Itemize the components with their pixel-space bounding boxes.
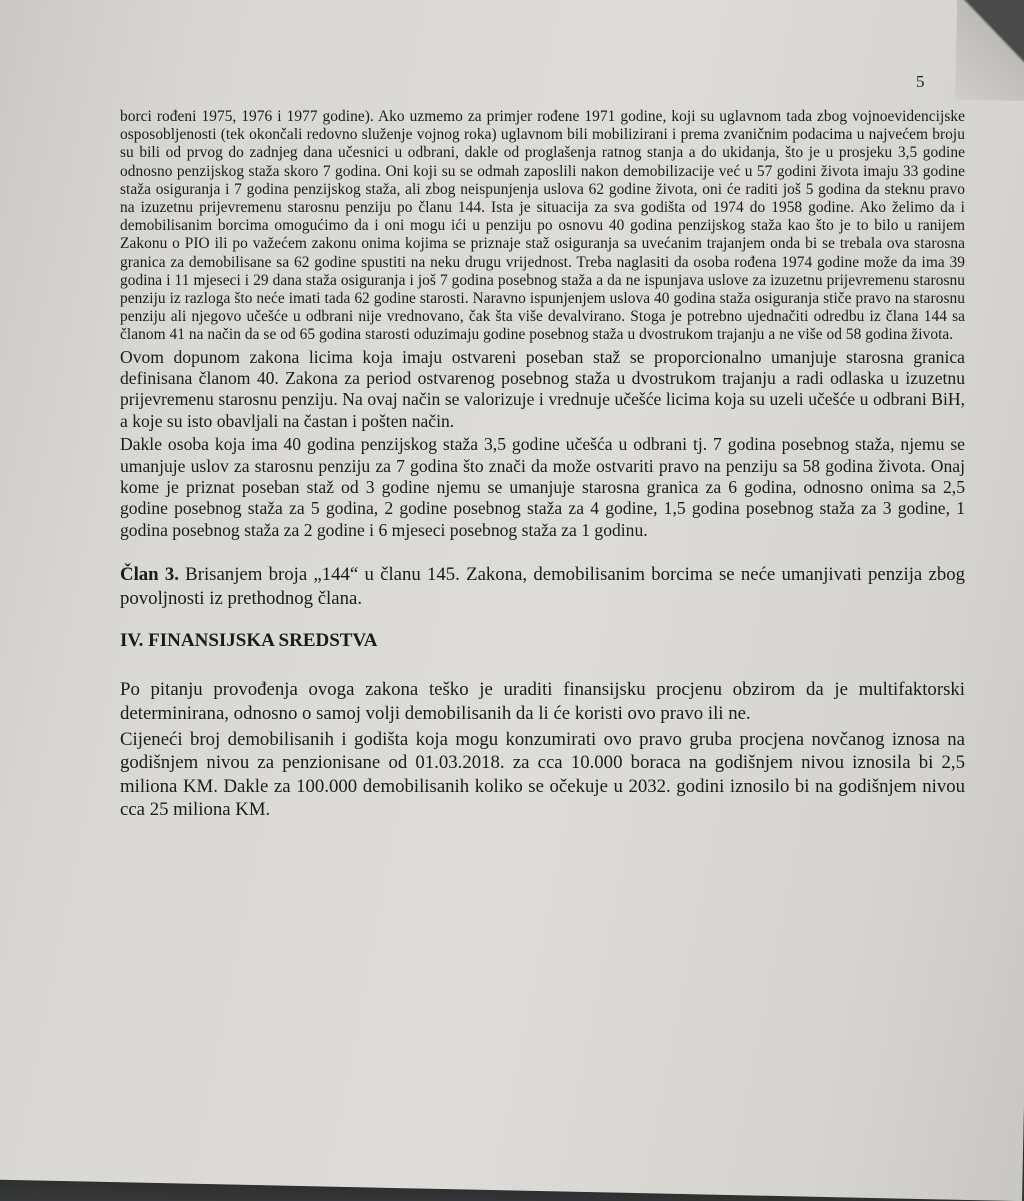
- page-corner-fold: [955, 0, 1024, 101]
- paragraph-example: Dakle osoba koja ima 40 godina penzijskog staža 3,5 godine učešća u odbrani tj. 7 godina posebnog staža, njemu se umanjuje uslov za starosnu penziju za 7 godina što znači da može ostvariti pravo na penziju sa 58 godina života. Onaj kome je priznat poseban staž od 3 godine njemu se umanjuje starosna granica za 6 godina, odnosno onima sa 2,5 godine posebnog staža za 5 godina, 2 godine posebnog staža za 4 godine, 1,5 godina posebnog staža za 3 godine, 1 godina posebnog staža za 2 godine i 6 mjeseci posebnog staža za 1 godinu.: [120, 434, 965, 540]
- document-body: [120, 108, 965, 822]
- paragraph-amendment-purpose: Ovom dopunom zakona licima koja imaju ostvareni poseban staž se proporcionalno umanjuje starosna granica definisana članom 40. Zakona za period ostvarenog posebnog staža u dvostrukom trajanju a radi odlaska u izuzetnu prijevremenu starosnu penziju. Na ovaj način se valorizuje i vrednuje učešće licima koja su uzeli učešće u odbrani BiH, a koje su isto obavljali na častan i pošten način.: [120, 346, 965, 431]
- article-3: [120, 563, 965, 610]
- article-3-text: Brisanjem broja „144“ u članu 145. Zakona, demobilisanim borcima se neće umanjivati penzija zbog povoljnosti iz prethodnog člana.: [120, 564, 965, 609]
- article-3-label: Član 3.: [120, 564, 179, 586]
- paragraph-pension-explanation: borci rođeni 1975, 1976 i 1977 godine). Ako uzmemo za primjer rođene 1971 godine, koji su uglavnom tada zbog vojnoevidencijske osposobljenosti (tek okončali redovno služenje vojnog roka) uglavnom bili mobilizirani i prema zvaničnim podacima u najvećem broju su bili od prvog do zadnjeg dana učesnici u odbrani, dakle od proglašenja ratnog stanja a do ukidanja, što je u prosjeku 3,5 godine odnosno penzijskog staža skoro 7 godina. Oni koji su se odmah zaposlili nakon demobilizacije već u 57 godini života imaju 33 godine staža osiguranja i 7 godina penzijskog staža, ali zbog neispunjenja uslova 62 godine života, oni će raditi još 5 godina da steknu pravo na izuzetnu prijevremenu starosnu penziju po članu 144. Ista je situacija za sva godišta od 1974 do 1958 godine. Ako želimo da i demobilisanim borcima omogućimo da i oni mogu ići u penziju po osnovu 40 godina penzijskog staža kao što je to bilo u ranijem Zakonu o PIO ili po važećem zakonu onima kojima se priznaje staž osiguranja sa uvećanim trajanjem onda bi se trebala ova starosna granica za demobilisane sa 62 godine spustiti na neku drugu vrijednost. Treba naglasiti da osoba rođena 1974 godine može da ima 39 godina i 11 mjeseci i 29 dana staža osiguranja i još 7 godina posebnog staža a da ne ispunjava uslove za izuzetnu prijevremenu starosnu penziju iz razloga što neće imati tada 62 godine starosti. Naravno ispunjenjem uslova 40 godina staža osiguranja stiče pravo na starosnu penziju ali njegovo učešće u odbrani nije vrednovano, čak šta više devalvirano. Stoga je potrebno ujednačiti odredbu iz člana 144 sa članom 41 na način da se od 65 godina starosti oduzimaju godine posebnog staža u dvostrukom trajanju a ne više od 58 godina života.: [120, 108, 965, 344]
- paragraph-financial-estimate-intro: Po pitanju provođenja ovoga zakona teško je uraditi finansijsku procjenu obzirom da je multifaktorski determinirana, odnosno o samoj volji demobilisanih da li će koristi ovo pravo ili ne.: [120, 679, 965, 725]
- page-number: 5: [916, 72, 925, 91]
- section-heading: IV. FINANSIJSKA SREDSTVA: [120, 630, 378, 652]
- paragraph-financial-estimate: Cijeneći broj demobilisanih i godišta koja mogu konzumirati ovo pravo gruba procjena novčanog iznosa na godišnjem nivou za penzionisane od 01.03.2018. za cca 10.000 boraca na godišnjem nivou iznosila bi 2,5 miliona KM. Dakle za 100.000 demobilisanih koliko se očekuje u 2032. godini iznosilo bi na godišnjem nivou cca 25 miliona KM.: [120, 728, 965, 821]
